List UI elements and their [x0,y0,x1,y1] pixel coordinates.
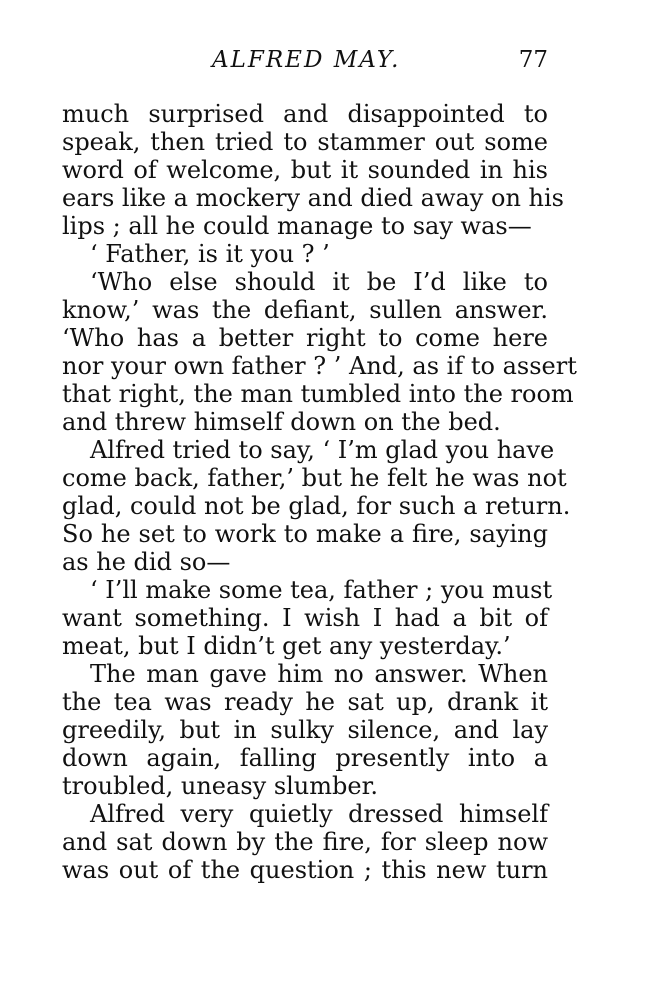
text-line: down again, falling presently into a [62,744,548,772]
text-line: So he set to work to make a fire, saying [62,520,548,548]
text-line: know,’ was the defiant, sullen answer. [62,296,548,324]
text-line: ‘ Father, is it you ? ’ [90,240,330,268]
text-line: ears like a mockery and died away on his [62,184,564,212]
text-line: troubled, uneasy slumber. [62,772,379,800]
text-line: much surprised and disappointed to [62,100,548,128]
text-line: word of welcome, but it sounded in his [62,156,548,184]
text-line: ‘ I’ll make some tea, father ; you must [90,576,553,604]
text-line: come back, father,’ but he felt he was not [62,464,567,492]
text-line: ‘Who else should it be I’d like to [90,268,548,296]
text-line: as he did so— [62,548,231,576]
text-line: that right, the man tumbled into the room [62,380,574,408]
text-line: The man gave him no answer. When [90,660,548,688]
text-line: ‘Who has a better right to come here [62,324,548,352]
page-header [62,47,548,81]
page-number: 77 [518,47,548,73]
running-title: ALFRED MAY. [212,47,401,73]
text-line: glad, could not be glad, for such a return. [62,492,571,520]
text-line: and threw himself down on the bed. [62,408,501,436]
text-line: Alfred very quietly dressed himself [90,800,548,828]
text-line: was out of the question ; this new turn [62,856,548,884]
text-line: nor your own father ? ’ And, as if to assert [62,352,577,380]
text-line: speak, then tried to stammer out some [62,128,548,156]
text-line: greedily, but in sulky silence, and lay [62,716,548,744]
text-line: Alfred tried to say, ‘ I’m glad you have [90,436,555,464]
text-line: lips ; all he could manage to say was— [62,212,532,240]
text-line: the tea was ready he sat up, drank it [62,688,548,716]
text-line: want something. I wish I had a bit of [62,604,548,632]
text-line: meat, but I didn’t get any yesterday.’ [62,632,511,660]
text-line: and sat down by the fire, for sleep now [62,828,548,856]
